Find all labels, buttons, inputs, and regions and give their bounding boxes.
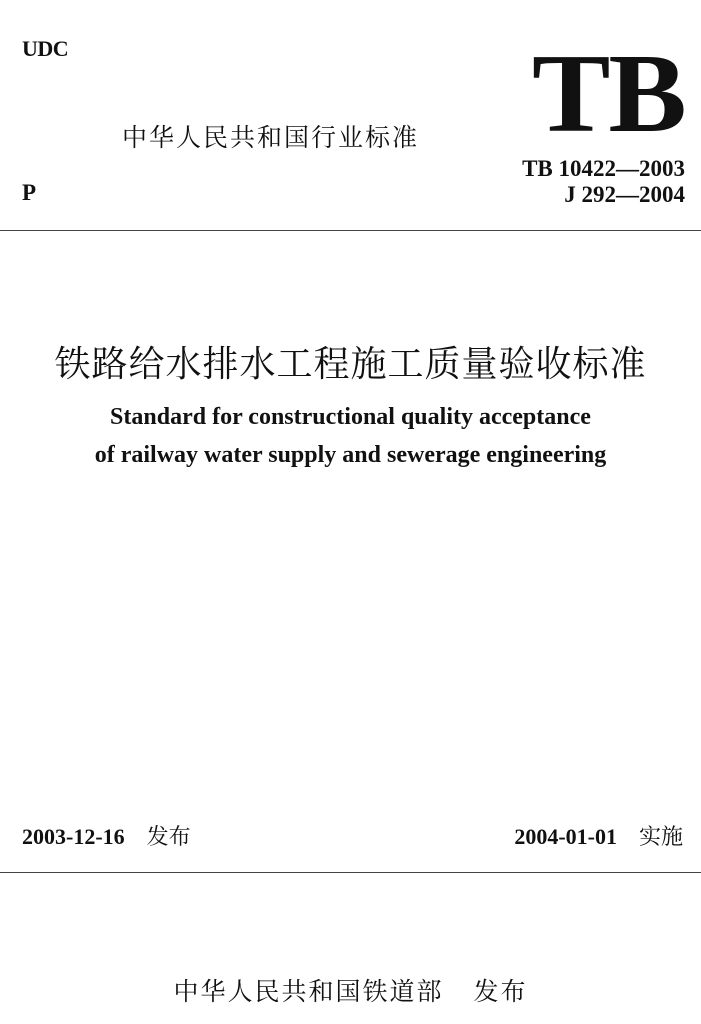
implementation-date: 2004-01-01 (514, 824, 617, 849)
issue-label: 发布 (146, 825, 191, 850)
publisher-line (0, 972, 701, 1008)
standard-code: TB 10422—2003 (522, 156, 685, 181)
implementation-date-block (514, 820, 683, 851)
tb-logo: TB (532, 32, 685, 156)
registration-code: J 292—2004 (564, 182, 685, 207)
title-chinese: 铁路给水排水工程施工质量验收标准 (54, 344, 647, 385)
implementation-label: 实施 (638, 825, 683, 850)
category-letter: P (22, 180, 37, 205)
title-english-line-1: Standard for constructional quality acceptance (110, 404, 591, 430)
issue-date-block (22, 820, 191, 851)
industry-standard-heading: 中华人民共和国行业标准 (122, 123, 420, 152)
title-english (0, 398, 701, 474)
title-english-line-2: of railway water supply and sewerage engineering (94, 442, 607, 468)
udc-label: UDC (22, 36, 69, 61)
issue-date: 2003-12-16 (22, 824, 125, 849)
bottom-divider (0, 872, 701, 873)
publisher-label: 发布 (473, 977, 528, 1006)
top-divider (0, 230, 701, 231)
publisher-name: 中华人民共和国铁道部 (173, 977, 444, 1006)
standard-codes (522, 156, 685, 208)
